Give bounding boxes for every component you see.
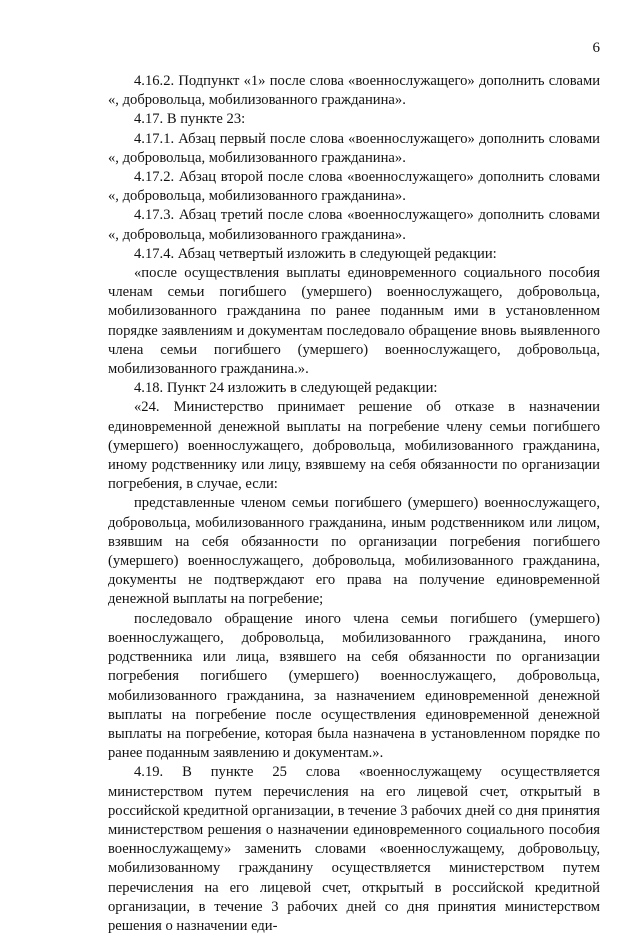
paragraph-4-17-2: 4.17.2. Абзац второй после слова «военнослужащего» дополнить словами «, добровольца, мобилизованного гражданина». — [108, 169, 600, 205]
paragraph-quote-payment: «после осуществления выплаты единовременного социального пособия членам семьи погибшего (умершего) военнослужащего, добровольца, мобилизованного гражданина по ранее поданным ими в установленном порядке заявлениям и документам последовало обращение вновь выявленного члена семьи погибшего (умершего) военнослужащего, добровольца, мобилизованного гражданина.». — [108, 265, 600, 378]
page-number: 6 — [592, 40, 600, 56]
paragraph-4-17-4: 4.17.4. Абзац четвертый изложить в следующей редакции: — [134, 245, 497, 262]
paragraph-condition-2: последовало обращение иного члена семьи погибшего (умершего) военнослужащего, добровольца, мобилизованного гражданина, иного родственника или лица, взявшего на себя обязанности по организации погребения погибшего (умершего) военнослужащего, добровольца, мобилизованного гражданина, за назначением единовременной денежной выплаты на погребение после осуществления единовременной денежной выплаты на погребение, которая была назначена в установленном порядке по ранее поданным заявлению и документам.». — [108, 610, 600, 762]
paragraph-4-18: 4.18. Пункт 24 изложить в следующей редакции: — [134, 380, 438, 397]
paragraph-4-17: 4.17. В пункте 23: — [134, 111, 246, 128]
paragraph-4-17-1: 4.17.1. Абзац первый после слова «военнослужащего» дополнить словами «, добровольца, мобилизованного гражданина». — [108, 130, 600, 166]
paragraph-quote-24: «24. Министерство принимает решение об отказе в назначении единовременной денежной выплаты на погребение члену семьи погибшего (умершего) военнослужащего, добровольца, мобилизованного гражданина, иному родственнику или лицу, взявшему на себя обязанности по организации погребения, в случае, если: — [108, 399, 600, 493]
paragraph-4-19: 4.19. В пункте 25 слова «военнослужащему осуществляется министерством путем перечисления на его лицевой счет, открытый в российской кредитной организации, в течение 3 рабочих дней со дня принятия министерством решения о назначении единовременного социального пособия военнослужащему» заменить словами «военнослужащему, добровольцу, мобилизованному гражданину осуществляется министерством путем перечисления на его лицевой счет, открытый в российской кредитной организации, в течение 3 рабочих дней со дня принятия министерством решения о назначении еди- — [108, 764, 600, 934]
document-body — [108, 72, 600, 936]
paragraph-condition-1: представленные членом семьи погибшего (умершего) военнослужащего, добровольца, мобилизованного гражданина, иным родственником или лицом, взявшим на себя обязанности по организации погребения погибшего (умершего) военнослужащего, добровольца, мобилизованного гражданина, документы не подтверждают его права на получение единовременной денежной выплаты на погребение; — [108, 495, 600, 608]
paragraph-4-16-2: 4.16.2. Подпункт «1» после слова «военнослужащего» дополнить словами «, добровольца, мобилизованного гражданина». — [108, 73, 600, 109]
paragraph-4-17-3: 4.17.3. Абзац третий после слова «военнослужащего» дополнить словами «, добровольца, мобилизованного гражданина». — [108, 207, 600, 243]
